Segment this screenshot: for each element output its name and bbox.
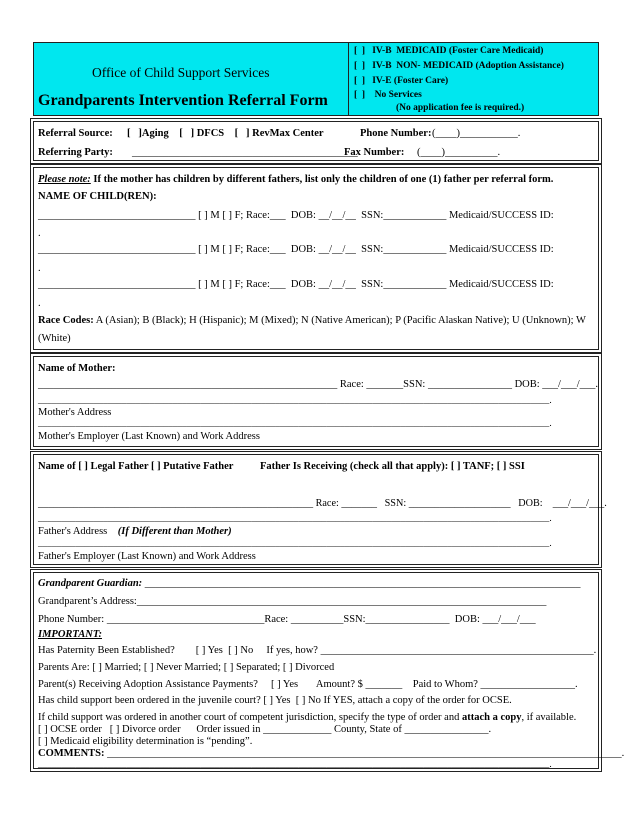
guardian-field[interactable]: ___________________________________________________________________________________ xyxy=(142,578,581,589)
child-row-1[interactable]: ______________________________ [ ] M [ ] F; Race:___ DOB: __/__/__ SSN:____________ Medicaid/SUCCESS ID: xyxy=(38,210,554,221)
grandparent-address-label: Grandparent’s Address: xyxy=(38,596,137,607)
option-ivb-non-medicaid[interactable]: [ ] IV-B NON- MEDICAID (Adoption Assistance) xyxy=(354,61,564,71)
header-divider xyxy=(348,42,349,116)
mother-heading: Name of Mother: xyxy=(38,363,116,374)
option-ivb-medicaid[interactable]: [ ] IV-B MEDICAID (Foster Care Medicaid) xyxy=(354,46,544,56)
other-court-text: If child support was ordered in another court of competent jurisdiction, specify the type of order and xyxy=(38,712,462,723)
referring-party-field[interactable]: ___________________________________________ xyxy=(132,147,358,158)
order-row[interactable]: [ ] OCSE order [ ] Divorce order Order issued in _____________ County, State of ________________. xyxy=(38,724,492,735)
form-title: Grandparents Intervention Referral Form xyxy=(38,92,328,109)
race-codes-continued: (White) xyxy=(38,333,71,344)
father-employer-rule[interactable]: ______________________________________________________________________________________________________________. xyxy=(38,539,552,549)
grandparent-address-field[interactable]: ______________________________________________________________________________ xyxy=(136,596,547,607)
mother-address-rule[interactable]: ______________________________________________________________________________________________________________. xyxy=(38,396,552,406)
father-address-text: Father's Address xyxy=(38,526,108,537)
comments-label: COMMENTS: xyxy=(38,748,105,759)
please-note xyxy=(38,174,553,186)
race-codes xyxy=(38,315,586,327)
mother-address-label: Mother's Address xyxy=(38,407,112,418)
father-employer-label: Father's Employer (Last Known) and Work Address xyxy=(38,551,256,562)
father-address-label xyxy=(38,526,232,538)
child-row-3[interactable]: ______________________________ [ ] M [ ] F; Race:___ DOB: __/__/__ SSN:____________ Medicaid/SUCCESS ID: xyxy=(38,279,554,290)
child-row-3-end: . xyxy=(38,298,41,309)
fax-field[interactable]: (____)__________. xyxy=(417,147,501,158)
option-no-services[interactable]: [ ] No Services xyxy=(354,90,422,100)
phone-label: Phone Number: xyxy=(360,128,432,139)
fee-note: (No application fee is required.) xyxy=(396,103,525,113)
children-section xyxy=(33,167,599,350)
mother-employer-label: Mother's Employer (Last Known) and Work Address xyxy=(38,431,260,442)
father-name-line[interactable]: ______________________________________________________ Race: _______ SSN: ____________________ DOB: ___/___/___. xyxy=(38,498,607,509)
comments-field[interactable]: __________________________________________________________________________________________________. xyxy=(104,748,625,759)
important-label: IMPORTANT: xyxy=(38,629,102,640)
fax-label: Fax Number: xyxy=(344,147,405,158)
father-address-note: (If Different than Mother) xyxy=(117,526,232,537)
race-codes-label: Race Codes: xyxy=(38,315,94,326)
comments-rule[interactable]: ______________________________________________________________________________________________________________. xyxy=(38,760,552,770)
form-header xyxy=(33,42,599,116)
referring-party-label: Referring Party: xyxy=(38,147,113,158)
mother-name-line[interactable]: _________________________________________________________ Race: _______SSN: ________________ DOB: ___/___/___. xyxy=(38,379,599,390)
parents-row[interactable]: Parents Are: [ ] Married; [ ] Never Married; [ ] Separated; [ ] Divorced xyxy=(38,662,335,673)
children-heading: NAME OF CHILD(REN): xyxy=(38,191,157,202)
referral-section xyxy=(33,121,599,161)
other-court-row xyxy=(38,712,576,724)
paternity-row[interactable]: Has Paternity Been Established? [ ] Yes [ ] No If yes, how? ____________________________________________________. xyxy=(38,645,597,656)
child-row-1-end: . xyxy=(38,228,41,239)
juvenile-court-row[interactable]: Has child support been ordered in the juvenile court? [ ] Yes [ ] No If YES, attach a copy of the order for OCSE. xyxy=(38,695,512,706)
grandparent-address-row[interactable] xyxy=(38,596,546,608)
guardian-label: Grandparent Guardian: xyxy=(38,578,143,589)
father-receiving[interactable]: Father Is Receiving (check all that apply): [ ] TANF; [ ] SSI xyxy=(260,461,525,472)
other-court-tail: , if available. xyxy=(521,712,577,723)
office-name: Office of Child Support Services xyxy=(92,65,270,80)
child-row-2-end: . xyxy=(38,263,41,274)
option-ive-foster-care[interactable]: [ ] IV-E (Foster Care) xyxy=(354,76,449,86)
referral-source-label: Referral Source: xyxy=(38,128,113,139)
adoption-row[interactable]: Parent(s) Receiving Adoption Assistance Payments? [ ] Yes Amount? $ _______ Paid to Whom? __________________. xyxy=(38,679,578,690)
note-text: If the mother has children by different fathers, list only the children of one (1) father per referral form. xyxy=(90,174,554,185)
race-codes-text: A (Asian); B (Black); H (Hispanic); M (Mixed); N (Native American); P (Pacific Alaskan Native); U (Unknown); W xyxy=(93,315,586,326)
mother-section xyxy=(33,356,599,447)
phone-field[interactable]: (____)___________. xyxy=(432,128,521,139)
father-heading[interactable]: Name of [ ] Legal Father [ ] Putative Father xyxy=(38,461,234,472)
father-address-rule[interactable]: ______________________________________________________________________________________________________________. xyxy=(38,514,552,524)
guardian-row[interactable] xyxy=(38,578,581,590)
note-label: Please note: xyxy=(38,174,91,185)
referral-source-options[interactable]: [ ]Aging [ ] DFCS [ ] RevMax Center xyxy=(127,128,324,139)
attach-copy: attach a copy xyxy=(461,712,522,723)
child-row-2[interactable]: ______________________________ [ ] M [ ] F; Race:___ DOB: __/__/__ SSN:____________ Medicaid/SUCCESS ID: xyxy=(38,244,554,255)
mother-employer-rule[interactable]: ______________________________________________________________________________________________________________. xyxy=(38,419,552,429)
grandparent-phone-row[interactable]: Phone Number: ______________________________Race: __________SSN:________________ DOB: ___/___/___ xyxy=(38,614,536,625)
father-section xyxy=(33,454,607,565)
medicaid-pending-row[interactable]: [ ] Medicaid eligibility determination is “pending”. xyxy=(38,736,253,747)
grandparent-section xyxy=(33,572,625,770)
